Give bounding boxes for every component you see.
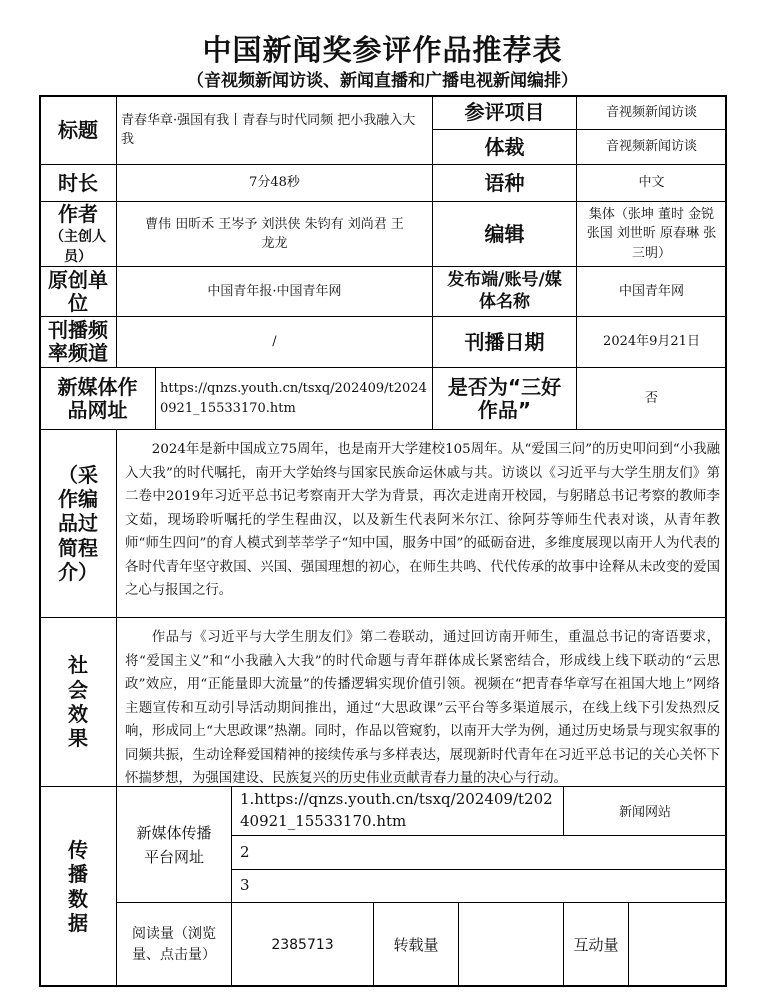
platform-url-3: 3 [231, 869, 727, 903]
publisher-value: 中国青年网 [576, 266, 727, 317]
author-value: 曹伟 田昕禾 王岑予 刘洪侠 朱钧有 刘尚君 王龙龙 [116, 201, 433, 267]
sanhao-value: 否 [576, 367, 727, 430]
platform-url-1[interactable]: 1.https://qnzs.youth.cn/tsxq/202409/t20240921_15533170.htm [231, 786, 564, 836]
platform-url-1-note: 新闻网站 [563, 786, 727, 836]
language-value: 中文 [576, 164, 727, 202]
reads-label: 阅读量（浏览量、点击量） [116, 902, 232, 987]
author-label: 作者 [58, 201, 98, 226]
unit-label: 原创单位 [39, 266, 117, 317]
category-label: 参评项目 [432, 95, 577, 130]
page-subtitle: （音视频新闻访谈、新闻直播和广播电视新闻编排） [187, 71, 578, 91]
url-value[interactable]: https://qnzs.youth.cn/tsxq/202409/t20240921_15533170.htm [155, 367, 433, 430]
spread-label: 传播数据 [68, 837, 88, 935]
reposts-value [458, 902, 564, 987]
duration-label: 时长 [39, 164, 117, 202]
frequency-value: / [116, 316, 433, 368]
author-label-cell [39, 201, 117, 267]
editor-label: 编辑 [432, 201, 577, 267]
process-label: （采作编品过简程介） [58, 462, 98, 585]
process-text: 2024年是新中国成立75周年，也是南开大学建校105周年。从“爱国三问”的历史叩问到“小我融入大我”的时代嘱托，南开大学始终与国家民族命运休戚与共。访谈以《习近平与大学生朋友们》第二卷中2019年习近平总书记考察南开大学为背景，再次走进南开校园，与躬睹总书记考察的教师李文茹，现场聆听嘱托的学生程曲汉，以及新生代表阿米尔江、徐阿芬等师生代表对谈，从青年教师“师生四问”的育人模式到莘莘学子“知中国，服务中国”的砥砺奋进，多维度展现以南开人为代表的各时代青年坚守救国、兴国、强国理想的初心，在师生共鸣、代代传承的故事中诠释从未改变的爱国之心与报国之行。 [116, 429, 727, 618]
title-value: 青春华章·强国有我丨青春与时代同频 把小我融入大我 [116, 95, 433, 165]
interactions-label: 互动量 [563, 902, 629, 987]
platform-url-2: 2 [231, 835, 727, 870]
date-label: 刊播日期 [432, 316, 577, 368]
effect-label: 社会效果 [68, 653, 88, 751]
title-label: 标题 [39, 95, 117, 165]
author-sublabel: （主创人员） [50, 228, 106, 265]
process-label-cell [39, 429, 117, 618]
language-label: 语种 [432, 164, 577, 202]
reads-value: 2385713 [231, 902, 374, 987]
effect-label-cell [39, 617, 117, 787]
editor-value: 集体（张坤 董时 金锐 张国 刘世昕 原春琳 张三明） [576, 201, 727, 267]
date-value: 2024年9月21日 [576, 316, 727, 368]
frequency-label: 刊播频率频道 [39, 316, 117, 368]
page-title: 中国新闻奖参评作品推荐表 [202, 33, 563, 67]
sanhao-label: 是否为“三好作品” [432, 367, 577, 430]
publisher-label: 发布端/账号/媒体名称 [432, 266, 577, 317]
unit-value: 中国青年报·中国青年网 [116, 266, 433, 317]
category-value: 音视频新闻访谈 [576, 95, 727, 130]
genre-value: 音视频新闻访谈 [576, 129, 727, 165]
reposts-label: 转载量 [373, 902, 459, 987]
duration-value: 7分48秒 [116, 164, 433, 202]
url-label: 新媒体作品网址 [39, 367, 156, 430]
interactions-value [628, 902, 727, 987]
platform-label: 新媒体传播平台网址 [116, 786, 232, 903]
genre-label: 体裁 [432, 129, 577, 165]
spread-label-cell [39, 786, 117, 987]
effect-text: 作品与《习近平与大学生朋友们》第二卷联动，通过回访南开师生，重温总书记的寄语要求，将“爱国主义”和“小我融入大我”的时代命题与青年群体成长紧密结合，形成线上线下联动的“云思政”效应，用“正能量即大流量”的传播逻辑实现价值引领。视频在“把青春华章写在祖国大地上”网络主题宣传和互动引导活动期间推出，通过“大思政课”云平台等多渠道展示，在线上线下引发热烈反响，形成同上“大思政课”热潮。同时，作品以管窥豹，以南开大学为例，通过历史场景与现实叙事的同频共振，生动诠释爱国精神的接续传承与多样表达，展现新时代青年在习近平总书记的关心关怀下怀揣梦想，为强国建设、民族复兴的历史伟业贡献青春力量的决心与行动。 [116, 617, 727, 787]
